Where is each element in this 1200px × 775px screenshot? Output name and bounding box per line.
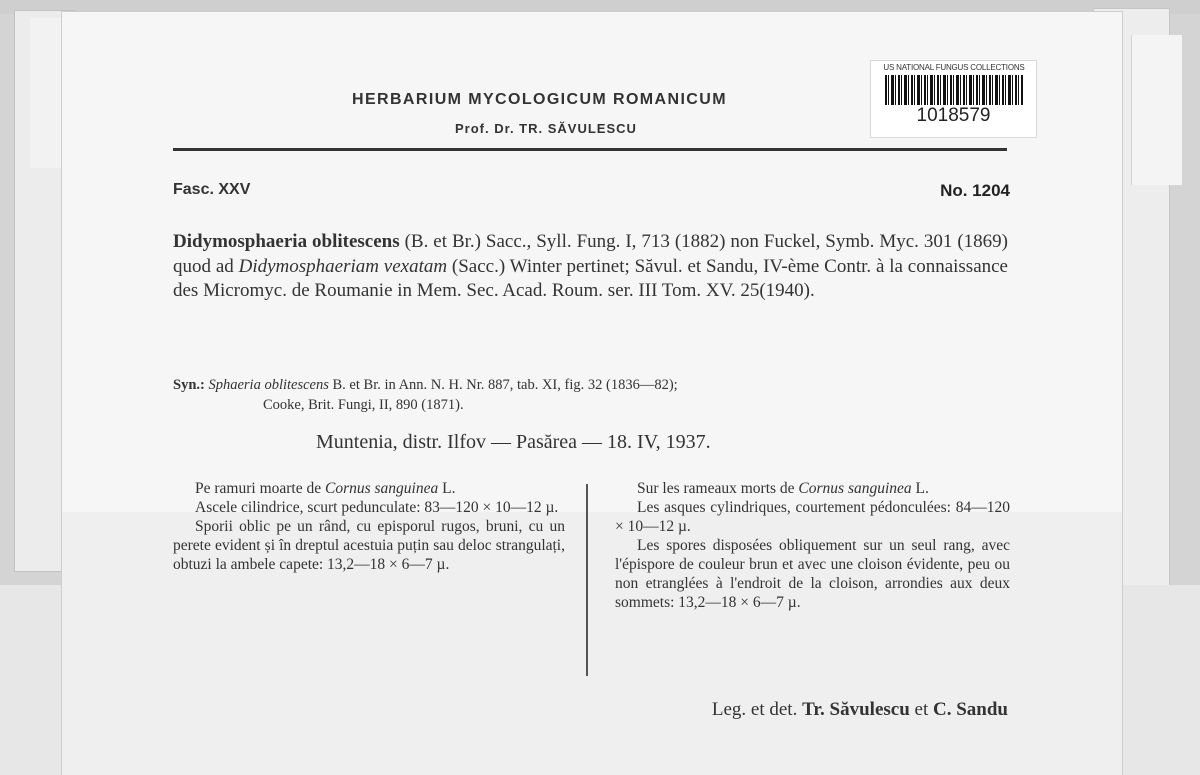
header-rule — [173, 148, 1007, 151]
collector-joiner: et — [909, 699, 933, 720]
synonym-line2: Cooke, Brit. Fungi, II, 890 (1871). — [263, 397, 464, 413]
collector-prefix: Leg. et det. — [711, 699, 803, 720]
herbarium-title: HERBARIUM MYCOLOGICUM ROMANICUM — [352, 91, 727, 108]
synonym-label: Syn.: — [173, 377, 205, 393]
french-asci: Les asques cylindriques, courtement pédonculées: 84—120 × 10—12 µ. — [615, 499, 1010, 535]
citation-italic-name: Didymosphaeriam vexatam — [238, 255, 448, 277]
french-host — [615, 479, 1010, 498]
romanian-spores: Sporii oblic pe un rând, cu episporul rugos, bruni, cu un perete evident și în dreptul acestuia puțin sau deloc strangulați, obtuzi la ambele capete: 13,2—18 × 6—7 µ. — [173, 518, 565, 573]
taxon-name: Didymosphaeria oblitescens — [173, 231, 400, 252]
romanian-description — [173, 479, 565, 574]
column-divider — [586, 484, 588, 676]
barcode-icon — [885, 75, 1023, 105]
synonym-line1: B. et Br. in Ann. N. H. Nr. 887, tab. XI, fig. 32 (1836—82); — [328, 377, 678, 393]
barcode-number: 1018579 — [916, 105, 991, 126]
collector-name-2: C. Sandu — [933, 699, 1008, 720]
citation-text-1: (B. et Br.) Sacc., Syll. Fung. I, 713 (1882) non Fuckel, Symb. Myc. 301 (1869) quod ad — [173, 231, 1008, 277]
french-description — [615, 479, 1010, 612]
fascicle-label: Fasc. XXV — [173, 181, 251, 198]
french-spores: Les spores disposées obliquement sur un seul rang, avec l'épispore de couleur brun et avec une cloison évidente, peu ou non etranglées à l'endroit de la cloison, arrondies aux deux sommets: 13,2—18 × 6—7 µ. — [615, 537, 1010, 611]
collector-name-1: Tr. Săvulescu — [802, 699, 910, 720]
romanian-host-name: Cornus sanguinea — [324, 480, 439, 497]
herbarium-subtitle: Prof. Dr. TR. SĂVULESCU — [455, 121, 637, 136]
french-host-author: L. — [911, 480, 929, 497]
barcode-label — [870, 60, 1037, 138]
taxon-citation — [173, 230, 1008, 304]
french-host-text: Sur les rameaux morts de — [637, 480, 799, 497]
packet-fold-right — [1131, 35, 1182, 185]
barcode-caption: US NATIONAL FUNGUS COLLECTIONS — [883, 63, 1025, 72]
romanian-host — [173, 479, 565, 498]
citation-text-2: (Sacc.) Winter pertinet; Săvul. et Sandu, IV-ème Contr. à la connaissance des Micromyc. de Roumanie in Mem. Sec. Acad. Roum. ser. III Tom. XV. 25(1940). — [173, 255, 1008, 301]
romanian-host-author: L. — [438, 480, 456, 497]
synonym-name: Sphaeria oblitescens — [208, 377, 329, 393]
romanian-asci: Ascele cilindrice, scurt pedunculate: 83—120 × 10—12 µ. — [195, 499, 559, 516]
collector-line — [712, 699, 1008, 721]
romanian-host-text: Pe ramuri moarte de — [195, 480, 325, 497]
synonym-block — [173, 375, 1013, 415]
specimen-number: No. 1204 — [940, 181, 1010, 200]
french-host-name: Cornus sanguinea — [798, 480, 912, 497]
locality-line: Muntenia, distr. Ilfov — Pasărea — 18. IV, 1937. — [316, 431, 711, 453]
